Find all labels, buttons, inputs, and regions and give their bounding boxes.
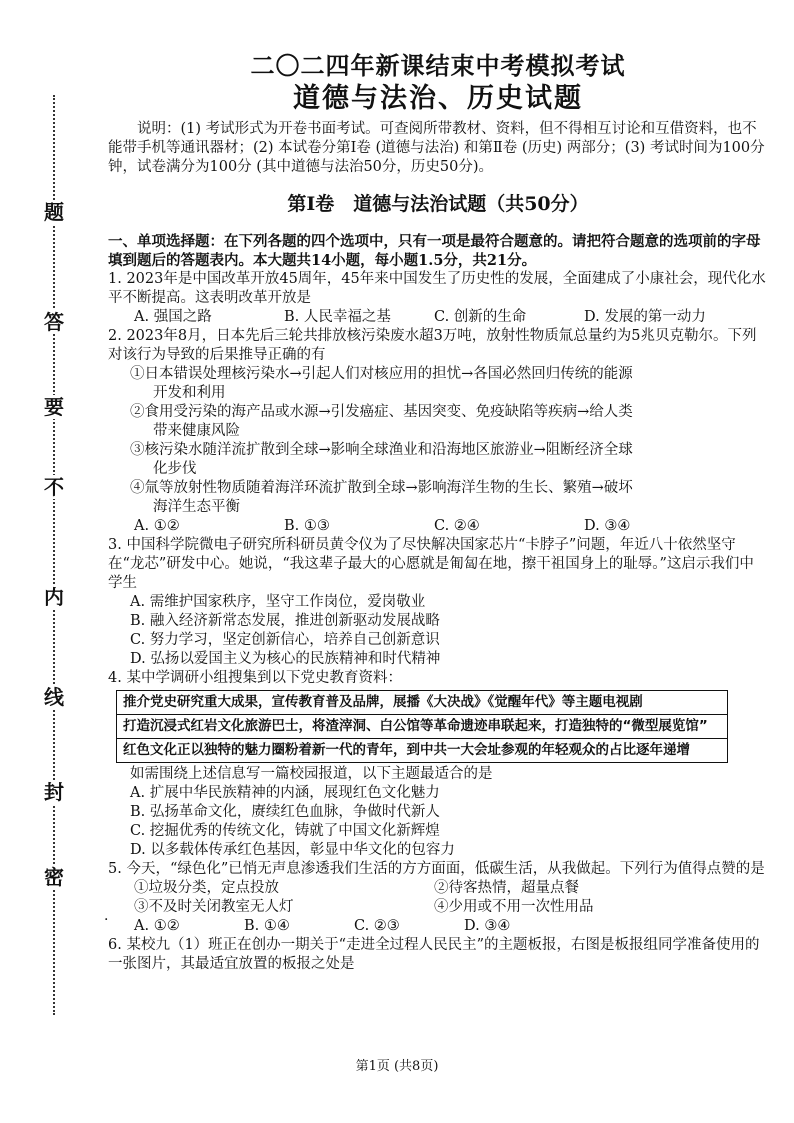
seal-char: 要 (44, 395, 64, 419)
question-1 (108, 270, 768, 327)
seal-char: 内 (44, 585, 64, 609)
options-row (134, 517, 768, 536)
statement-2: ②食用受污染的海产品或水源→引发癌症、基因突变、免疫缺陷等疾病→给人类 (130, 404, 633, 420)
option-d: D. 发展的第一动力 (584, 309, 706, 325)
options-row (134, 917, 768, 936)
question-prompt: 如需围绕上述信息写一篇校园报道，以下主题最适合的是 (130, 766, 493, 782)
question-6 (108, 936, 768, 974)
seal-char: 题 (44, 200, 64, 224)
option-c: C. 创新的生命 (434, 309, 527, 325)
statement-3: ③核污染水随洋流扩散到全球→影响全球渔业和沿海地区旅游业→阻断经济全球 (130, 442, 633, 458)
statement-4: ④少用或不用一次性用品 (434, 899, 594, 915)
option-a: A. 需维护国家秩序，坚守工作岗位，爱岗敬业 (130, 594, 426, 610)
option-d: D. 弘扬以爱国主义为核心的民族精神和时代精神 (130, 651, 441, 667)
option-b: B. ①③ (284, 518, 330, 534)
exam-title: 二〇二四年新课结束中考模拟考试 (250, 51, 626, 80)
seal-char: 答 (44, 310, 64, 334)
page-footer: 第1页 (共8页) (355, 1059, 439, 1074)
question-3 (108, 536, 768, 669)
statement-2-cont: 带来健康风险 (153, 423, 240, 439)
material-3: 红色文化正以独特的魅力圈粉着新一代的青年，到中共一大会址参观的年轻观众的占比逐年递增 (123, 742, 690, 758)
option-c: C. 挖掘优秀的传统文化，铸就了中国文化新辉煌 (130, 823, 440, 839)
options-row (134, 308, 768, 327)
instructions: 说明：(1) 考试形式为开卷书面考试。可查阅所带教材、资料，但不得相互讨论和互借资料，也不能带手机等通讯器材；(2) 本试卷分第Ⅰ卷 (道德与法治) 和第Ⅱ卷 (历史) 两部分；(3) 考试时间为100分钟，试卷满分为100分 (其中道德与法治50分，历史50分)。 (108, 121, 765, 175)
question-4 (108, 669, 768, 860)
material-1: 推介党史研究重大成果，宣传教育普及品牌，展播《大决战》《觉醒年代》等主题电视剧 (117, 691, 727, 715)
statements-grid (134, 879, 768, 917)
question-stem: 2. 2023年8月，日本先后三轮共排放核污染废水超3万吨，放射性物质氚总量约为5兆贝克勒尔。下列对该行为导致的后果推导正确的有 (108, 328, 757, 363)
seal-char: 密 (44, 865, 64, 889)
seal-line (30, 95, 90, 1015)
part-title: 第Ⅰ卷 道德与法治试题（共50分） (287, 193, 589, 215)
option-a: A. 扩展中华民族精神的内涵，展现红色文化魅力 (130, 785, 440, 801)
statement-1-cont: 开发和利用 (153, 385, 226, 401)
seal-char: 封 (44, 780, 64, 804)
question-2 (108, 327, 768, 536)
exam-page (108, 51, 768, 974)
question-5 (108, 860, 768, 936)
question-stem: 1. 2023年是中国改革开放45周年，45年来中国发生了历史性的发展，全面建成了小康社会，现代化水平不断提高。这表明改革开放是 (108, 271, 766, 306)
question-stem: 3. 中国科学院微电子研究所科研员黄令仪为了尽快解决国家芯片“卡脖子”问题，年近八十依然坚守在“龙芯”研发中心。她说，“我这辈子最大的心愿就是匍匐在地，擦干祖国身上的耻辱。”这启示我们中学生 (108, 537, 754, 591)
material-box (116, 690, 728, 763)
statement-1: ①日本错误处理核污染水→引起人们对核应用的担忧→各国必然回归传统的能源 (130, 366, 633, 382)
statement-4-cont: 海洋生态平衡 (153, 499, 240, 515)
question-stem: 4. 某中学调研小组搜集到以下党史教育资料： (108, 670, 402, 686)
seal-char: 线 (44, 685, 64, 709)
seal-char: 不 (44, 475, 64, 499)
question-stem: 6. 某校九（1）班正在创办一期关于“走进全过程人民民主”的主题板报，右图是板报组同学准备使用的一张图片，其最适宜放置的板报之处是 (108, 937, 760, 972)
option-b: B. 人民幸福之基 (284, 309, 391, 325)
question-stem: 5. 今天，“绿色化”已悄无声息渗透我们生活的方方面面，低碳生活，从我做起。下列行为值得点赞的是 (108, 861, 765, 877)
option-d: D. ③④ (584, 518, 631, 534)
option-c: C. ②④ (434, 518, 480, 534)
statement-1: ①垃圾分类，定点投放 (134, 880, 279, 896)
statement-3: ③不及时关闭教室无人灯 (134, 899, 294, 915)
option-b: B. ①④ (244, 918, 290, 934)
option-c: C. ②③ (354, 918, 400, 934)
statement-2: ②待客热情，超量点餐 (434, 880, 579, 896)
option-b: B. 弘扬革命文化，赓续红色血脉，争做时代新人 (130, 804, 440, 820)
option-c: C. 努力学习，坚定创新信心，培养自己创新意识 (130, 632, 440, 648)
section-heading: 一、单项选择题：在下列各题的四个选项中，只有一项是最符合题意的。请把符合题意的选项前的字母填到题后的答题表内。本大题共14小题，每小题1.5分，共21分。 (108, 233, 761, 269)
option-a: A. ①② (134, 918, 180, 934)
statement-4: ④氚等放射性物质随着海洋环流扩散到全球→影响海洋生物的生长、繁殖→破坏 (130, 480, 633, 496)
option-d: D. 以多载体传承红色基因，彰显中华文化的包容力 (130, 842, 455, 858)
option-a: A. 强国之路 (134, 309, 212, 325)
option-b: B. 融入经济新常态发展，推进创新驱动发展战略 (130, 613, 440, 629)
option-d: D. ③④ (464, 918, 511, 934)
exam-subtitle: 道德与法治、历史试题 (293, 83, 583, 114)
option-a: A. ①② (134, 518, 180, 534)
material-2: 打造沉浸式红岩文化旅游巴士，将渣滓洞、白公馆等革命遗迹串联起来，打造独特的“微型展览馆” (117, 715, 727, 739)
bullet-mark: · (104, 912, 109, 928)
statement-3-cont: 化步伐 (153, 461, 197, 477)
